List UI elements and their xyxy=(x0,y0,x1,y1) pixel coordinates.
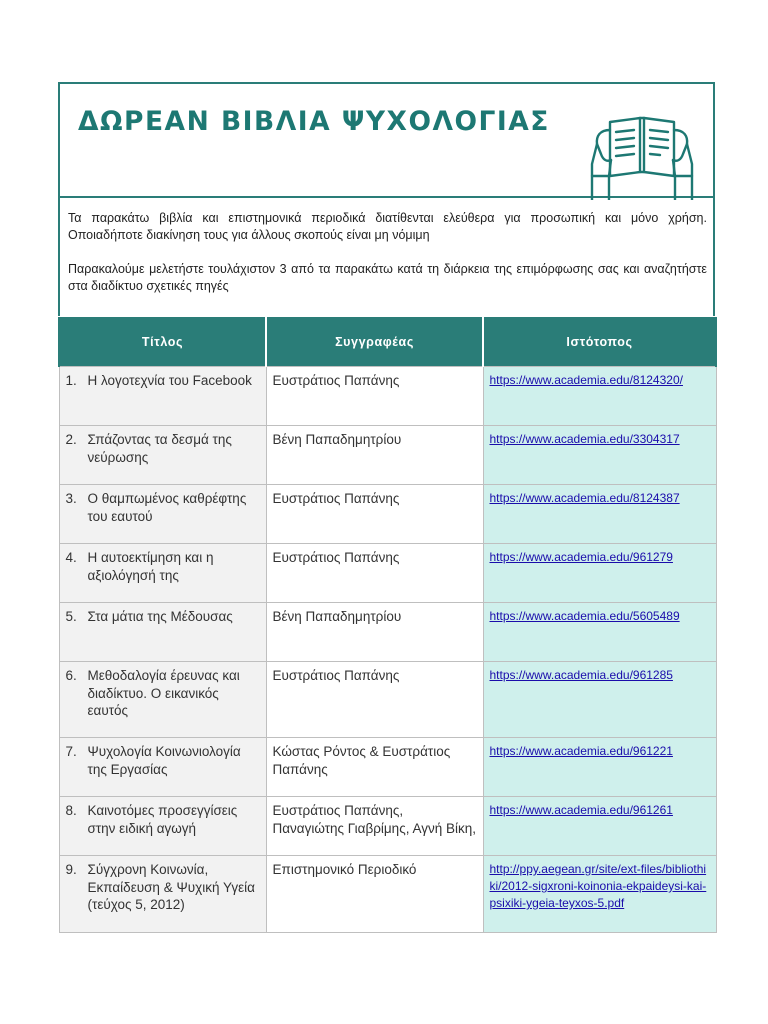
book-title: Ο θαμπωμένος καθρέφτης του εαυτού xyxy=(87,491,247,524)
row-number: 1. xyxy=(65,373,77,388)
table-row xyxy=(59,662,716,738)
book-title-cell xyxy=(59,662,266,738)
book-author: Κώστας Ρόντος & Ευστράτιος Παπάνης xyxy=(266,738,483,797)
table-row xyxy=(59,797,716,856)
book-link-cell xyxy=(483,603,716,662)
table-row xyxy=(59,426,716,485)
intro-paragraph-instructions: Παρακαλούμε μελετήστε τουλάχιστον 3 από τα παρακάτω κατά τη διάρκεια της επιμόρφωσης σας και αναζητήστε στα διαδίκτυο σχετικές πηγές xyxy=(68,262,707,293)
book-author: Βένη Παπαδημητρίου xyxy=(266,426,483,485)
book-link-cell xyxy=(483,426,716,485)
book-link[interactable]: https://www.academia.edu/8124320/ xyxy=(489,373,683,387)
row-number: 5. xyxy=(65,609,77,624)
reading-person-icon xyxy=(583,114,701,200)
book-title: Σύγχρονη Κοινωνία, Εκπαίδευση & Ψυχική Υγεία (τεύχος 5, 2012) xyxy=(87,862,255,912)
book-title-cell xyxy=(59,797,266,856)
book-title-cell xyxy=(59,603,266,662)
row-number: 4. xyxy=(65,550,77,565)
book-title-cell xyxy=(59,856,266,933)
table-row xyxy=(59,856,716,933)
book-link[interactable]: https://www.academia.edu/5605489 xyxy=(489,609,680,623)
book-title-cell xyxy=(59,544,266,603)
book-author: Επιστημονικό Περιοδικό xyxy=(266,856,483,933)
table-row xyxy=(59,485,716,544)
book-link-cell xyxy=(483,662,716,738)
book-author: Ευστράτιος Παπάνης xyxy=(266,544,483,603)
book-title-cell xyxy=(59,426,266,485)
book-title: Η λογοτεχνία του Facebook xyxy=(87,373,252,388)
book-link[interactable]: https://www.academia.edu/961221 xyxy=(489,744,673,758)
header-box xyxy=(58,82,715,198)
page-title: ΔΩΡΕΑΝ ΒΙΒΛΙΑ ΨΥΧΟΛΟΓΙΑΣ xyxy=(78,106,550,137)
row-number: 3. xyxy=(65,491,77,506)
book-author: Ευστράτιος Παπάνης xyxy=(266,485,483,544)
book-title-cell xyxy=(59,485,266,544)
book-link[interactable]: https://www.academia.edu/8124387 xyxy=(489,491,680,505)
row-number: 8. xyxy=(65,803,77,818)
column-header-title: Τίτλος xyxy=(59,317,266,367)
book-title: Ψυχολογία Κοινωνιολογία της Εργασίας xyxy=(87,744,241,777)
book-link[interactable]: https://www.academia.edu/3304317 xyxy=(489,432,680,446)
row-number: 7. xyxy=(65,744,77,759)
book-title-cell xyxy=(59,367,266,426)
book-title-cell xyxy=(59,738,266,797)
book-link-cell xyxy=(483,797,716,856)
book-link[interactable]: https://www.academia.edu/961279 xyxy=(489,550,673,564)
book-link-cell xyxy=(483,544,716,603)
book-author: Ευστράτιος Παπάνης, Παναγιώτης Γιαβρίμης, Αγνή Βίκη, xyxy=(266,797,483,856)
column-header-author: Συγγραφέας xyxy=(266,317,483,367)
intro-paragraph-notice: Τα παρακάτω βιβλία και επιστημονικά περιοδικά διατίθενται ελεύθερα για προσωπική και μόνο χρήση. Οποιαδήποτε διακίνηση τους για άλλους σκοπούς είναι μη νόμιμη xyxy=(68,211,707,242)
books-table xyxy=(58,317,717,933)
book-link-cell xyxy=(483,738,716,797)
table-header-row xyxy=(59,317,716,367)
book-author: Βένη Παπαδημητρίου xyxy=(266,603,483,662)
book-title: Μεθοδαλογία έρευνας και διαδίκτυο. Ο εικανικός εαυτός xyxy=(87,668,240,718)
table-row xyxy=(59,367,716,426)
book-link[interactable]: https://www.academia.edu/961261 xyxy=(489,803,673,817)
book-link[interactable]: http://ppy.aegean.gr/site/ext-files/bibliothiki/2012-sigxroni-koinonia-ekpaideysi-kai-psixiki-ygeia-teyxos-5.pdf xyxy=(489,862,707,910)
book-author: Ευστράτιος Παπάνης xyxy=(266,367,483,426)
table-row xyxy=(59,738,716,797)
intro-section xyxy=(58,196,715,316)
column-header-website: Ιστότοπος xyxy=(483,317,716,367)
book-link-cell xyxy=(483,856,716,933)
book-title: Καινοτόμες προσεγγίσεις στην ειδική αγωγή xyxy=(87,803,238,836)
book-author: Ευστράτιος Παπάνης xyxy=(266,662,483,738)
book-link-cell xyxy=(483,367,716,426)
row-number: 6. xyxy=(65,668,77,683)
document-frame xyxy=(58,82,715,927)
book-link-cell xyxy=(483,485,716,544)
row-number: 9. xyxy=(65,862,77,877)
table-row xyxy=(59,544,716,603)
book-title: Η αυτοεκτίμηση και η αξιολόγησή της xyxy=(87,550,214,583)
book-link[interactable]: https://www.academia.edu/961285 xyxy=(489,668,673,682)
table-row xyxy=(59,603,716,662)
row-number: 2. xyxy=(65,432,77,447)
book-title: Σπάζοντας τα δεσμά της νεύρωσης xyxy=(87,432,232,465)
book-title: Στα μάτια της Μέδουσας xyxy=(87,609,233,624)
